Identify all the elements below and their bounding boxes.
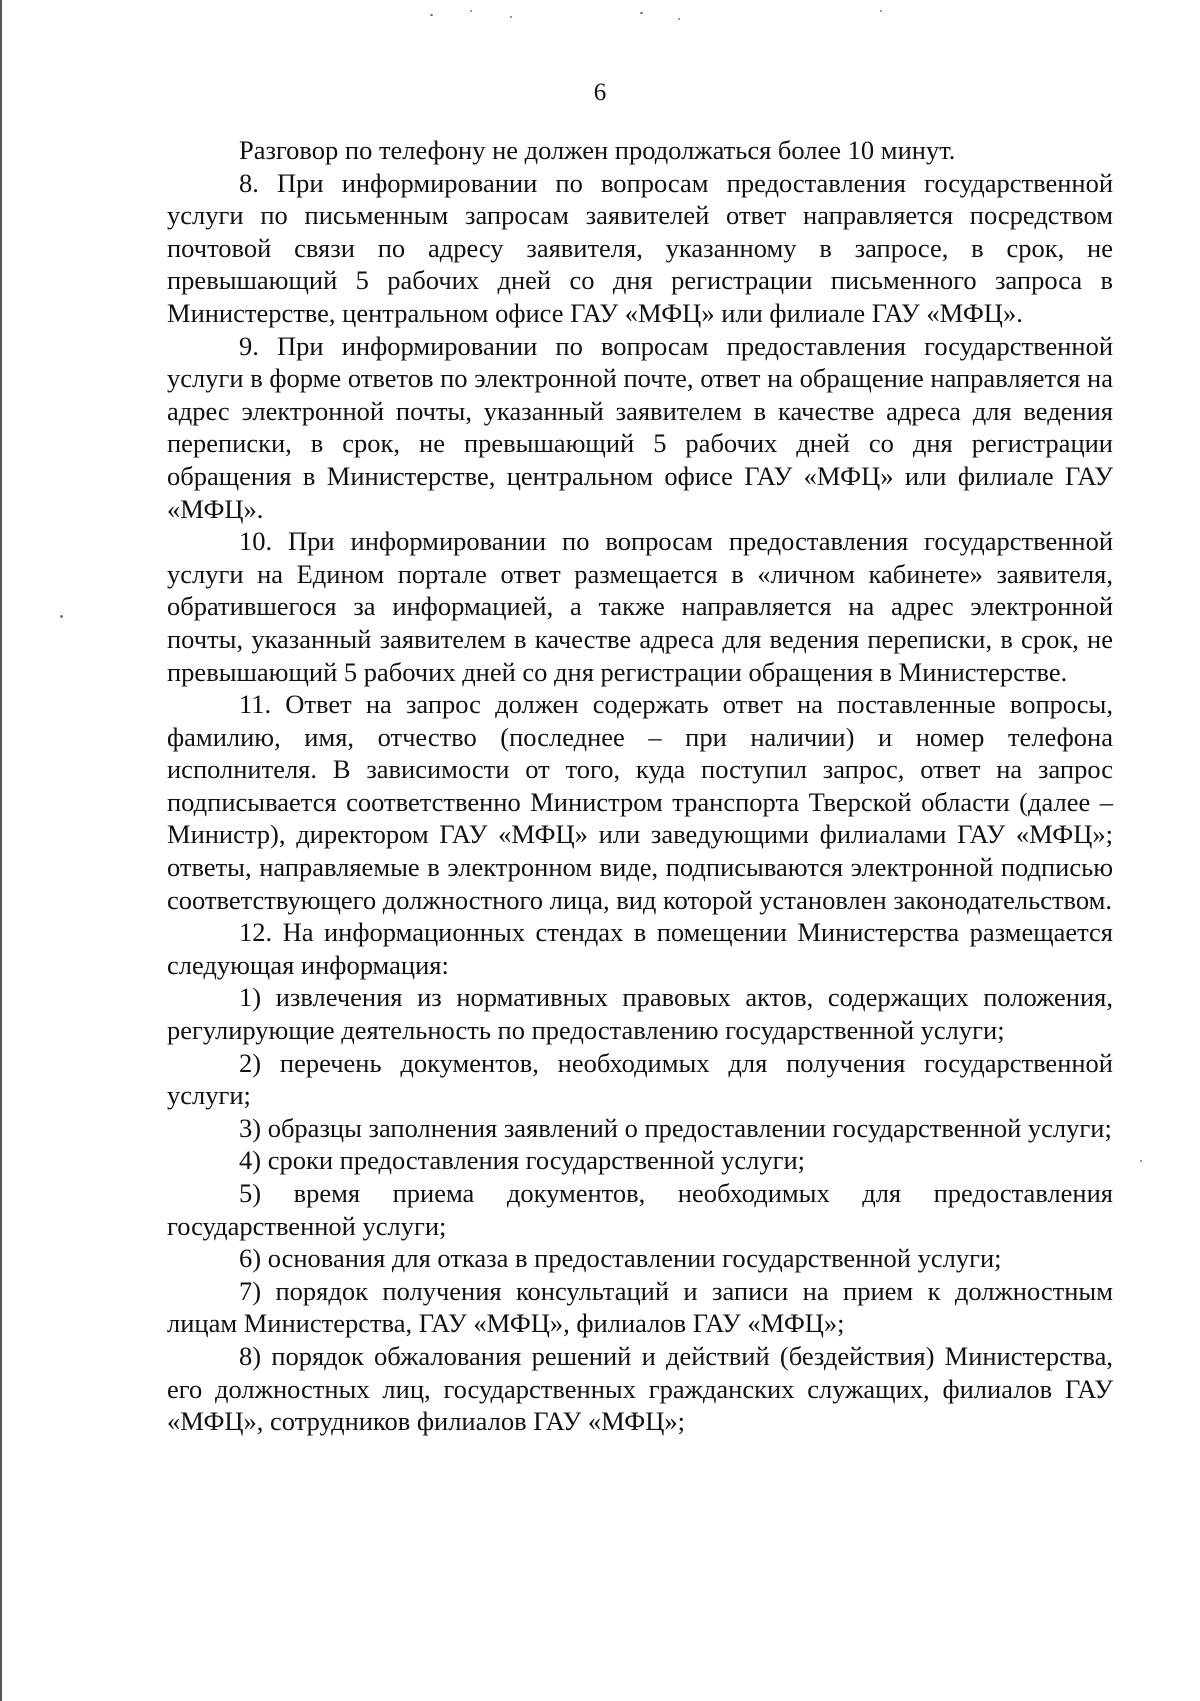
list-item-6: 6) основания для отказа в предоставлении государственной услуги; xyxy=(239,1243,1002,1274)
paragraph-phone-duration: Разговор по телефону не должен продолжаться более 10 минут. xyxy=(239,135,956,165)
paragraph-9: 9. При информировании по вопросам предоставления государственной услуги в форме ответов по электронной почте, ответ на обращение направляется на адрес электронной почты, указанный заявителем в качестве адреса для ведения переписки, в срок, не превышающий 5 рабочих дней со дня регистрации обращения в Министерстве, центральном офисе ГАУ «МФЦ» или филиале ГАУ «МФЦ». xyxy=(167,330,1113,524)
paragraph-10: 10. При информировании по вопросам предоставления государственной услуги на Едином портале ответ размещается в «личном кабинете» заявителя, обратившегося за информацией, а также направляется на адрес электронной почты, указанный заявителем в качестве адреса для ведения переписки, в срок, не превышающий 5 рабочих дней со дня регистрации обращения в Министерстве. xyxy=(167,526,1113,687)
scan-speck xyxy=(510,16,512,18)
list-item-2: 2) перечень документов, необходимых для получения государственной услуги; xyxy=(167,1047,1113,1111)
scan-speck xyxy=(880,10,882,12)
list-item-7: 7) порядок получения консультаций и записи на прием к должностным лицам Министерства, ГАУ «МФЦ», филиалов ГАУ «МФЦ»; xyxy=(167,1275,1113,1339)
document-body xyxy=(167,134,1113,1438)
scan-speck xyxy=(470,10,472,12)
paragraph-11: 11. Ответ на запрос должен содержать ответ на поставленные вопросы, фамилию, имя, отчество (последнее – при наличии) и номер телефона исполнителя. В зависимости от того, куда поступил запрос, ответ на запрос подписывается соответственно Министром транспорта Тверской области (далее – Министр), директором ГАУ «МФЦ» или заведующими филиалами ГАУ «МФЦ»; ответы, направляемые в электронном виде, подписываются электронной подписью соответствующего должностного лица, вид которой установлен законодательством. xyxy=(167,689,1113,915)
list-item-8: 8) порядок обжалования решений и действий (бездействия) Министерства, его должностных лиц, государственных гражданских служащих, филиалов ГАУ «МФЦ», сотрудников филиалов ГАУ «МФЦ»; xyxy=(167,1340,1113,1437)
scan-speck xyxy=(60,615,63,618)
paragraph-8: 8. При информировании по вопросам предоставления государственной услуги по письменным запросам заявителей ответ направляется посредством почтовой связи по адресу заявителя, указанному в запросе, в срок, не превышающий 5 рабочих дней со дня регистрации письменного запроса в Министерстве, центральном офисе ГАУ «МФЦ» или филиале ГАУ «МФЦ». xyxy=(167,167,1113,328)
list-item-1: 1) извлечения из нормативных правовых актов, содержащих положения, регулирующие деятельность по предоставлению государственной услуги; xyxy=(167,982,1113,1046)
list-item-3: 3) образцы заполнения заявлений о предоставлении государственной услуги; xyxy=(239,1112,1112,1143)
list-item-4: 4) сроки предоставления государственной услуги; xyxy=(239,1145,806,1176)
scan-speck xyxy=(430,14,433,16)
paragraph-12: 12. На информационных стендах в помещении Министерства размещается следующая информация: xyxy=(167,917,1113,980)
scan-speck xyxy=(678,18,680,20)
page-number: 6 xyxy=(593,79,607,106)
scan-speck xyxy=(640,12,643,14)
scan-speck xyxy=(1140,1160,1142,1162)
list-item-5: 5) время приема документов, необходимых для предоставления государственной услуги; xyxy=(167,1178,1113,1241)
scan-left-edge xyxy=(0,0,2,1701)
